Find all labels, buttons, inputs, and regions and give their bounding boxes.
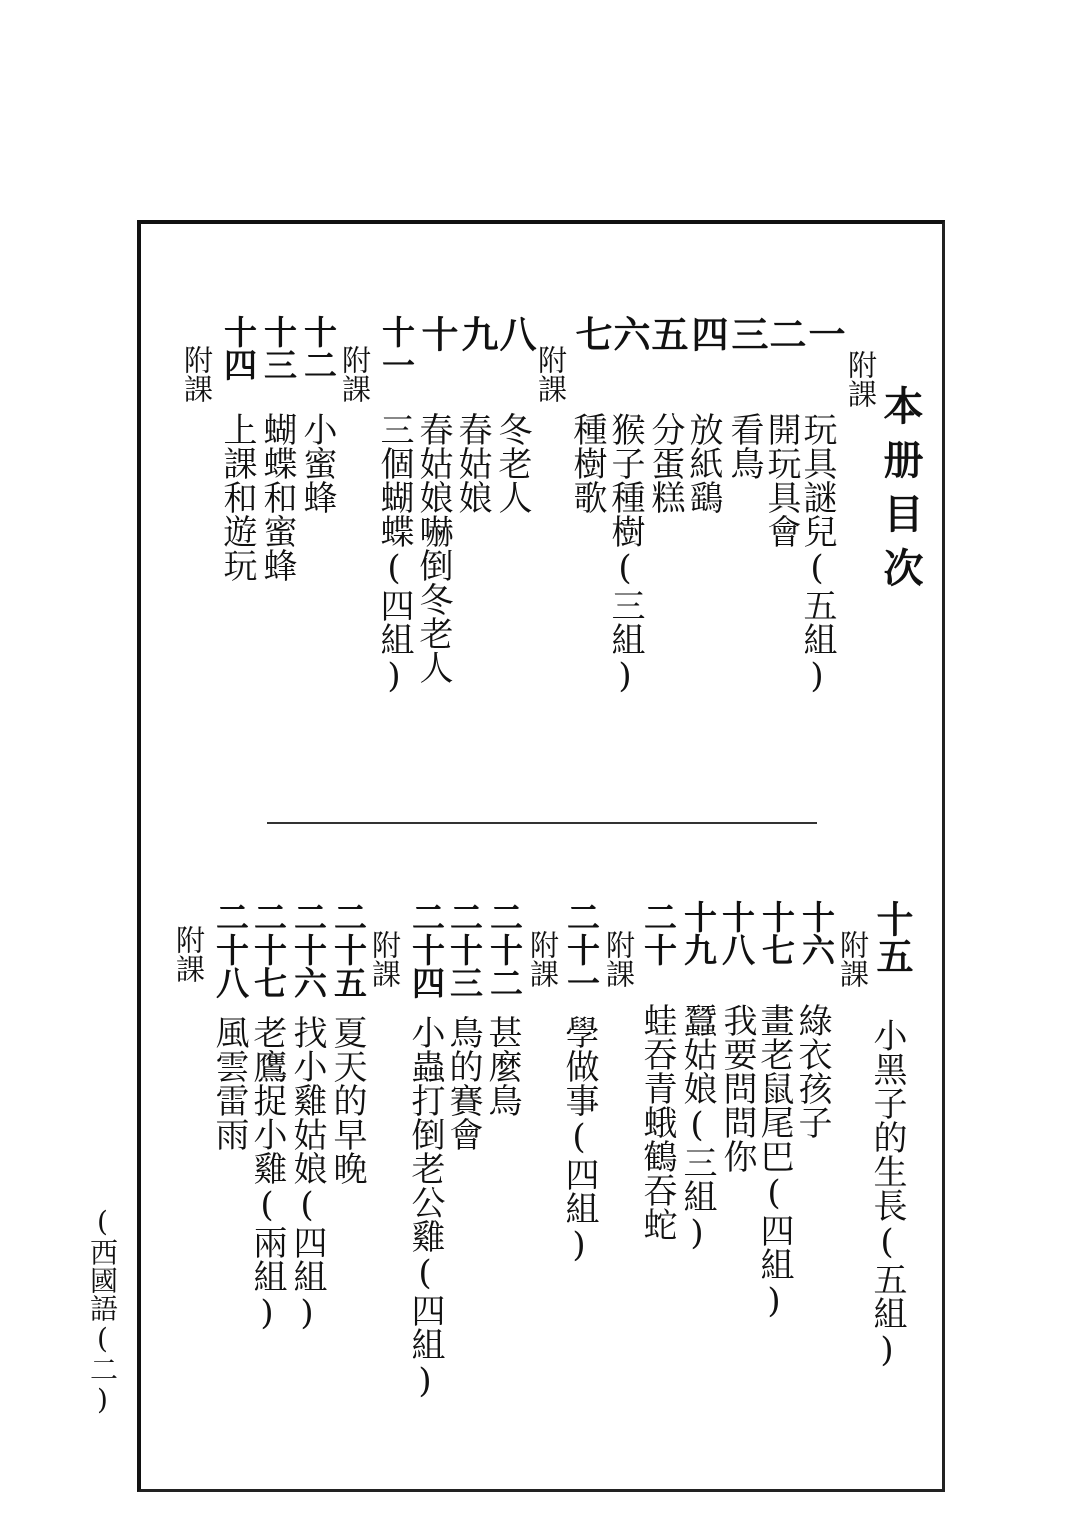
appendix-label: 附課 — [368, 930, 402, 988]
lesson-number: 二 — [763, 315, 806, 352]
lesson-number: 十八 — [717, 900, 756, 966]
lesson-title: 分蛋糕 — [645, 412, 685, 514]
lesson-title: 猴子種樹(三組) — [605, 412, 645, 696]
appendix-label: 附課 — [844, 350, 878, 408]
lesson-title: 放紙鷂 — [683, 412, 723, 514]
lesson-title: 找小雞姑娘(四組) — [287, 1015, 327, 1333]
lesson-number: 二十六 — [289, 900, 328, 999]
lesson-number: 二十七 — [249, 900, 288, 999]
lesson-title: 蛙吞青蛾鶴吞蛇 — [637, 1003, 677, 1241]
book-title-footer: (西國語(二) — [86, 1205, 119, 1416]
lesson-number: 十二 — [299, 315, 338, 381]
lesson-number: 五 — [645, 315, 688, 352]
appendix-label: 附課 — [534, 345, 568, 403]
lesson-number: 十三 — [259, 315, 298, 381]
lesson-number: 九 — [455, 315, 498, 352]
lesson-title: 綠衣孩子 — [792, 1003, 832, 1139]
lesson-number: 十五 — [870, 900, 913, 974]
lesson-title: 蝴蝶和蜜蜂 — [257, 412, 297, 582]
page-title: 本册目次 — [877, 385, 923, 601]
lesson-number: 二十八 — [211, 900, 250, 999]
lesson-title: 甚麼鳥 — [482, 1015, 522, 1117]
lesson-number: 二十一 — [562, 900, 601, 999]
lesson-title: 老鷹捉小雞(兩組) — [247, 1015, 287, 1333]
appendix-label: 附課 — [338, 345, 372, 403]
appendix-label: 附課 — [526, 930, 560, 988]
lesson-number: 十一 — [377, 315, 416, 381]
lesson-title: 畫老鼠尾巴(四組) — [754, 1003, 794, 1321]
lesson-title: 開玩具會 — [761, 412, 801, 548]
lesson-title: 春姑娘嚇倒冬老人 — [413, 412, 453, 684]
lesson-title: 三個蝴蝶(四組) — [374, 412, 414, 696]
lesson-number: 十六 — [797, 900, 836, 966]
lesson-number: 十七 — [757, 900, 796, 966]
lesson-number: 十 — [415, 315, 458, 352]
lesson-number: 六 — [607, 315, 650, 352]
lesson-title: 玩具謎兒(五組) — [797, 412, 837, 696]
lesson-title: 春姑娘 — [452, 412, 492, 514]
lesson-title: 小黑子的生長(五組) — [867, 1018, 907, 1370]
lesson-title: 冬老人 — [492, 412, 532, 514]
lesson-title: 學做事(四組) — [559, 1015, 599, 1265]
lesson-title: 夏天的早晚 — [327, 1015, 367, 1185]
lesson-number: 二十 — [639, 900, 678, 966]
lesson-title: 鳥的賽會 — [443, 1015, 483, 1151]
lesson-title: 我要問問你 — [717, 1003, 757, 1173]
lesson-number: 二十三 — [445, 900, 484, 999]
lesson-number: 二十二 — [485, 900, 524, 999]
lesson-number: 八 — [493, 315, 536, 352]
lesson-title: 小蜜蜂 — [297, 412, 337, 514]
lesson-title: 風雲雷雨 — [209, 1015, 249, 1151]
lesson-number: 十四 — [219, 315, 258, 381]
appendix-label: 附課 — [836, 930, 870, 988]
lesson-number: 二十五 — [329, 900, 368, 999]
lesson-title: 種樹歌 — [567, 412, 607, 514]
lesson-number: 一 — [802, 315, 845, 352]
lesson-title: 上課和遊玩 — [217, 412, 257, 582]
lesson-number: 二十四 — [407, 900, 446, 999]
lesson-number: 三 — [725, 315, 768, 352]
appendix-label: 附課 — [172, 925, 206, 983]
lesson-number: 七 — [569, 315, 612, 352]
lesson-number: 十九 — [679, 900, 718, 966]
appendix-label: 附課 — [602, 930, 636, 988]
lesson-title: 蠶姑娘(三組) — [677, 1003, 717, 1253]
appendix-label: 附課 — [180, 345, 214, 403]
lesson-title: 看鳥 — [724, 412, 764, 480]
lesson-number: 四 — [685, 315, 728, 352]
section-divider — [267, 822, 817, 824]
lesson-title: 小蟲打倒老公雞(四組) — [405, 1015, 445, 1401]
